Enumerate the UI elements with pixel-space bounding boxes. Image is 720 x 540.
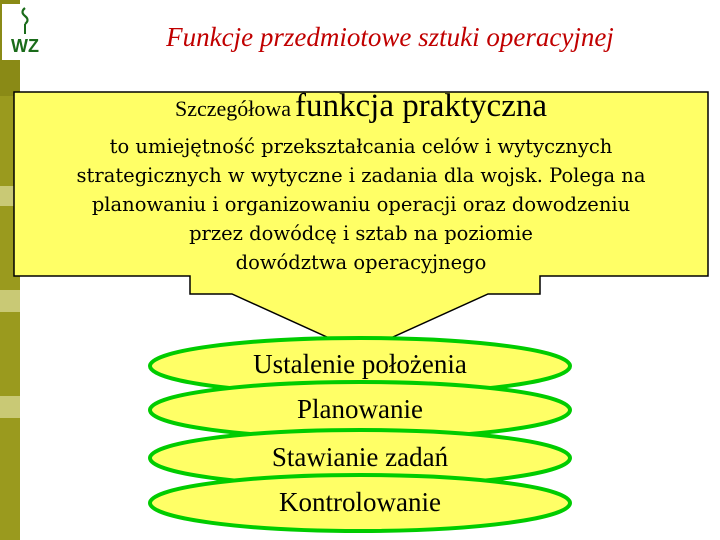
callout-body-line: planowaniu i organizowaniu operacji oraz dowodzeniu [91,193,631,216]
stage-label: Planowanie [297,394,423,424]
callout-heading-big: funkcja praktyczna [295,88,547,124]
callout-body-line: przez dowódcę i sztab na poziomie [189,222,533,245]
callout-body-line: strategicznych w wytyczne i zadania dla wojsk. Polega na [76,164,646,187]
stage-label: Kontrolowanie [279,487,441,517]
callout-heading-small: Szczegółowa [174,96,292,121]
callout-body-line: dowództwa operacyjnego [235,251,487,274]
logo-text: WZ [11,36,39,56]
callout-heading [14,88,708,125]
stage-label: Ustalenie położenia [253,349,467,379]
callout-body [14,132,708,277]
stage-label: Stawianie zadań [271,442,449,472]
slide-title: Funkcje przedmiotowe sztuki operacyjnej [166,22,614,52]
callout-body-line: to umiejętność przekształcania celów i wytycznych [109,135,613,158]
